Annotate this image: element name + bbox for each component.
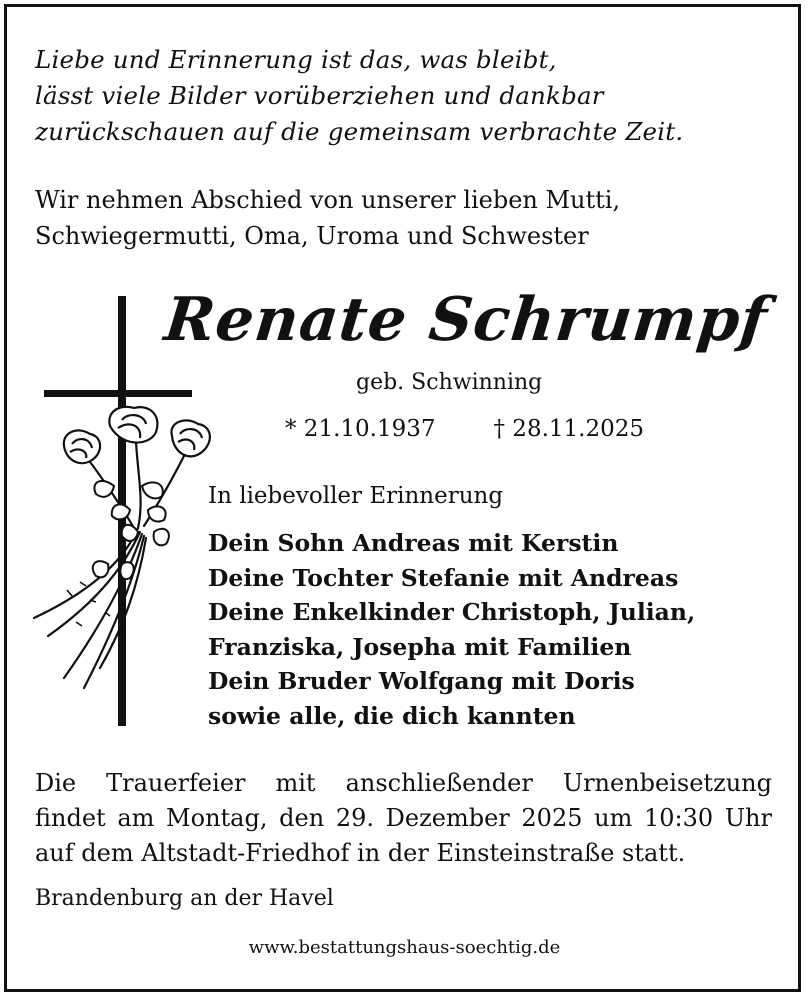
poem-line: Liebe und Erinnerung ist das, was bleibt,	[35, 45, 557, 74]
funeral-line: Die Trauerfeier mit anschließender Urnenbeisetzung	[35, 769, 772, 797]
mourner-line: Dein Bruder Wolfgang mit Doris	[208, 667, 635, 695]
mourner-line: sowie alle, die dich kannten	[208, 701, 576, 730]
mourner-line: Deine Tochter Stefanie mit Andreas	[208, 563, 679, 592]
mourners-heading: In liebevoller Erinnerung	[208, 483, 504, 509]
funeral-line: auf dem Altstadt-Friedhof in der Einsteinstraße statt.	[35, 839, 686, 867]
mourner-line: Franziska, Josepha mit Familien	[208, 632, 632, 661]
funeral-line: findet am Montag, den 29. Dezember 2025 um 10:30 Uhr	[35, 804, 772, 832]
deceased-name: Renate Schrumpf	[161, 285, 771, 355]
funeral-details	[35, 766, 772, 871]
mourner-line: Deine Enkelkinder Christoph, Julian,	[208, 598, 696, 626]
death-date: † 28.11.2025	[493, 416, 644, 442]
place-name: Brandenburg an der Havel	[35, 886, 334, 911]
birth-name: geb. Schwinning	[356, 370, 543, 395]
poem-line: zurückschauen auf die gemeinsam verbrachte Zeit.	[35, 117, 684, 146]
website-link[interactable]: www.bestattungshaus-soechtig.de	[248, 937, 561, 958]
poem-line: lässt viele Bilder vorüberziehen und dankbar	[35, 81, 604, 110]
memorial-poem	[35, 42, 683, 150]
cross-with-roses-icon	[26, 296, 226, 728]
farewell-intro	[35, 182, 620, 254]
intro-line: Wir nehmen Abschied von unserer lieben Mutti,	[35, 186, 621, 214]
life-dates	[285, 413, 644, 445]
intro-line: Schwiegermutti, Oma, Uroma und Schwester	[35, 222, 589, 250]
birth-date: * 21.10.1937	[285, 416, 436, 442]
mourners-list	[208, 526, 695, 733]
mourner-line: Dein Sohn Andreas mit Kerstin	[208, 529, 619, 557]
